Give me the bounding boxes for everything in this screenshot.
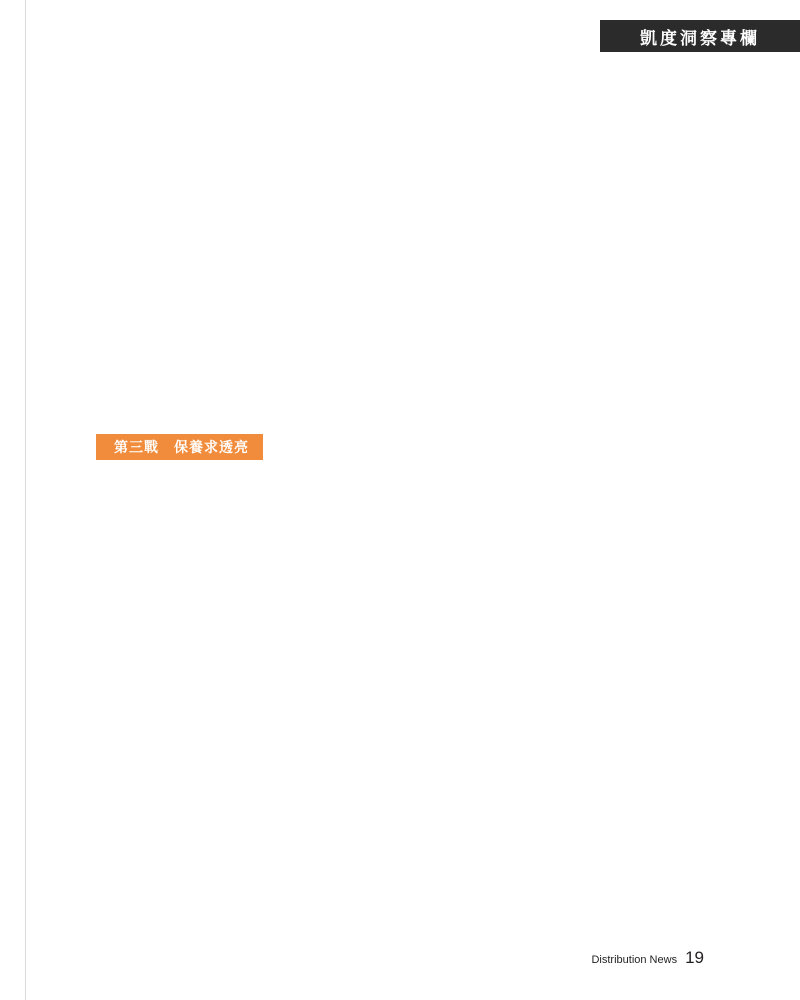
column-title-badge: [600, 20, 800, 52]
column-title: 凱度洞察專欄: [640, 28, 760, 49]
section-heading-badge: [96, 434, 263, 460]
section-heading: 第三戰 保養求透亮: [114, 440, 249, 456]
publication-name: Distribution News: [591, 954, 678, 966]
page-number: 19: [685, 948, 704, 967]
page-footer: [591, 948, 704, 968]
page-spine-divider: [25, 0, 26, 1000]
